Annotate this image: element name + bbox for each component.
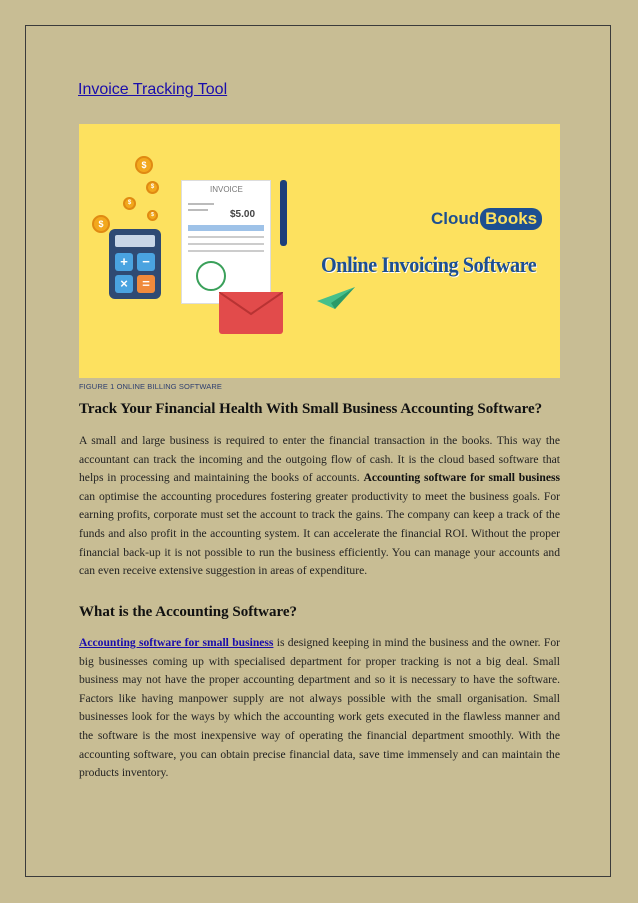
banner-headline: Online Invoicing Software <box>321 252 537 277</box>
invoice-label: INVOICE <box>210 185 243 194</box>
brand-part-books: Books <box>480 208 542 230</box>
paragraph-2 <box>79 634 560 783</box>
brand-part-cloud: Cloud <box>431 209 480 228</box>
coin-icon: $ <box>135 156 153 174</box>
paragraph-1-bold-term: Accounting software for small business <box>363 471 561 485</box>
invoice-tracking-tool-link[interactable]: Invoice Tracking Tool <box>78 81 228 98</box>
cloudbooks-logo <box>431 208 542 230</box>
paper-plane-icon <box>317 287 357 311</box>
coin-icon: $ <box>146 181 159 194</box>
banner-image <box>79 124 560 378</box>
paragraph-1-text-a: A small and large business is required to enter the financial transaction in the books. This way the accountant can track the incoming and the outgoing flow of cash. It is the cloud based software that helps in processing and maintaining the books of accounts. <box>79 434 560 485</box>
pen-icon <box>280 180 287 246</box>
figure-caption: FIGURE 1 ONLINE BILLING SOFTWARE <box>79 382 222 391</box>
envelope-icon <box>219 292 283 334</box>
coin-icon: $ <box>92 215 110 233</box>
coin-icon: $ <box>147 210 158 221</box>
invoice-document-illustration <box>181 180 271 304</box>
calc-key: + <box>115 253 133 271</box>
coin-icon: $ <box>123 197 136 210</box>
paragraph-2-text: is designed keeping in mind the business and the owner. For big businesses coming up with specialised department for proper tracking is not a big deal. Small business may not have the proper accounting department and so it is necessary to have the software. Factors like having manpower supply are not always possible with the small organisation. Small businesses look for the ways by which the accounting work gets executed in the flawless manner and the software is the most inexpensive way of operating the financial department smoothly. With the accounting software, you can obtain precise financial data, save time immensely and can maintain the products inventory. <box>79 636 560 780</box>
calc-key: = <box>137 275 155 293</box>
stamp-icon <box>196 261 226 291</box>
paragraph-1 <box>79 432 560 581</box>
invoice-amount: $5.00 <box>230 209 256 220</box>
section-heading-what: What is the Accounting Software? <box>79 604 298 620</box>
calc-key: − <box>137 253 155 271</box>
paragraph-1-text-b: can optimise the accounting procedures fostering greater productivity to meet the business goals. For earning profits, corporate must set the account to track the gains. The company can keep a track of the funds and also profit in the accounting system. It can accelerate the financial ROI. Without the proper financial back-up it is not possible to run the business efficiently. You can manage your accounts and can even receive extensive suggestion in areas of expenditure. <box>79 489 560 578</box>
calc-key: × <box>115 275 133 293</box>
accounting-software-link[interactable]: Accounting software for small business <box>79 636 274 649</box>
section-heading-track: Track Your Financial Health With Small Business Accounting Software? <box>79 401 543 417</box>
calculator-icon <box>109 229 161 299</box>
